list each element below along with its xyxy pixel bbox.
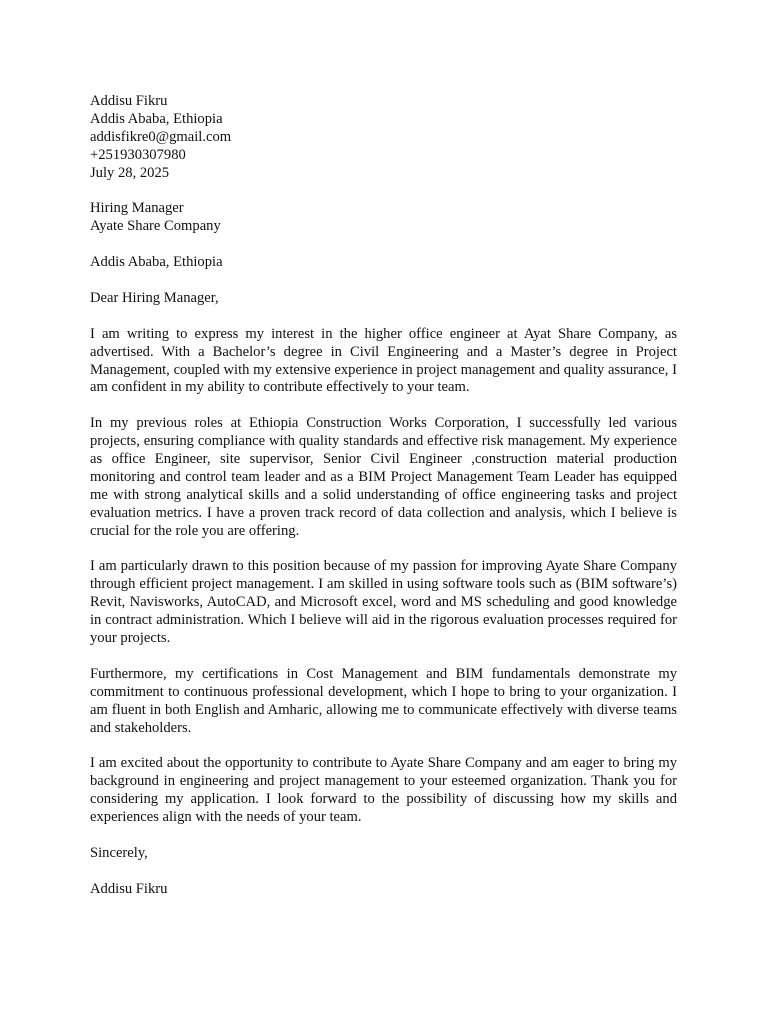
salutation-block xyxy=(90,290,677,308)
salutation: Dear Hiring Manager, xyxy=(90,289,219,306)
recipient-company: Ayate Share Company xyxy=(90,218,221,235)
cover-letter xyxy=(90,93,677,917)
sender-name: Addisu Fikru xyxy=(90,93,168,109)
body-paragraph-5: I am excited about the opportunity to contribute to Ayate Share Company and am eager to bring my background in engineering and project management to your esteemed organization. Thank you for considering my application. I look forward to the possibility of discussing how my skills and experiences align with the needs of your team. xyxy=(90,755,677,826)
letter-date: July 28, 2025 xyxy=(90,164,170,181)
recipient-city: Addis Ababa, Ethiopia xyxy=(90,254,223,271)
body-paragraph-4: Furthermore, my certifications in Cost Management and BIM fundamentals demonstrate my commitment to continuous professional development, which I hope to bring to your organization. I am fluent in both English and Amharic, allowing me to communicate effectively with diverse teams and stakeholders. xyxy=(90,665,677,736)
sender-city: Addis Ababa, Ethiopia xyxy=(90,110,223,127)
recipient-address xyxy=(90,254,677,272)
body-paragraph-2: In my previous roles at Ethiopia Construction Works Corporation, I successfully led various projects, ensuring compliance with quality standards and effective risk management. My experience as office Engineer, site supervisor, Senior Civil Engineer ,construction material production monitoring and control team leader and as a BIM Project Management Team Leader has equipped me with strong analytical skills and a solid understanding of office engineering tasks and project evaluation metrics. I have a proven track record of data collection and analysis, which I believe is crucial for the role you are offering. xyxy=(90,415,677,539)
recipient-block xyxy=(90,200,677,236)
signature-block xyxy=(90,881,677,899)
sender-phone: +251930307980 xyxy=(90,146,186,163)
recipient-title: Hiring Manager xyxy=(90,200,184,217)
sender-block xyxy=(90,93,677,183)
signature-name: Addisu Fikru xyxy=(90,880,168,897)
sender-email: addisfikre0@gmail.com xyxy=(90,128,232,145)
body-paragraph-1: I am writing to express my interest in the higher office engineer at Ayat Share Company, as advertised. With a Bachelor’s degree in Civil Engineering and a Master’s degree in Project Management, coupled with my extensive experience in project management and quality assurance, I am confident in my ability to contribute effectively to your team. xyxy=(90,325,677,396)
body-paragraph-3: I am particularly drawn to this position because of my passion for improving Ayate Share Company through efficient project management. I am skilled in using software tools such as (BIM software’s) Revit, Navisworks, AutoCAD, and Microsoft excel, word and MS scheduling and good knowledge in contract administration. Which I believe will aid in the rigorous evaluation processes required for your projects. xyxy=(90,558,677,647)
closing-block xyxy=(90,845,677,863)
closing: Sincerely, xyxy=(90,844,148,861)
